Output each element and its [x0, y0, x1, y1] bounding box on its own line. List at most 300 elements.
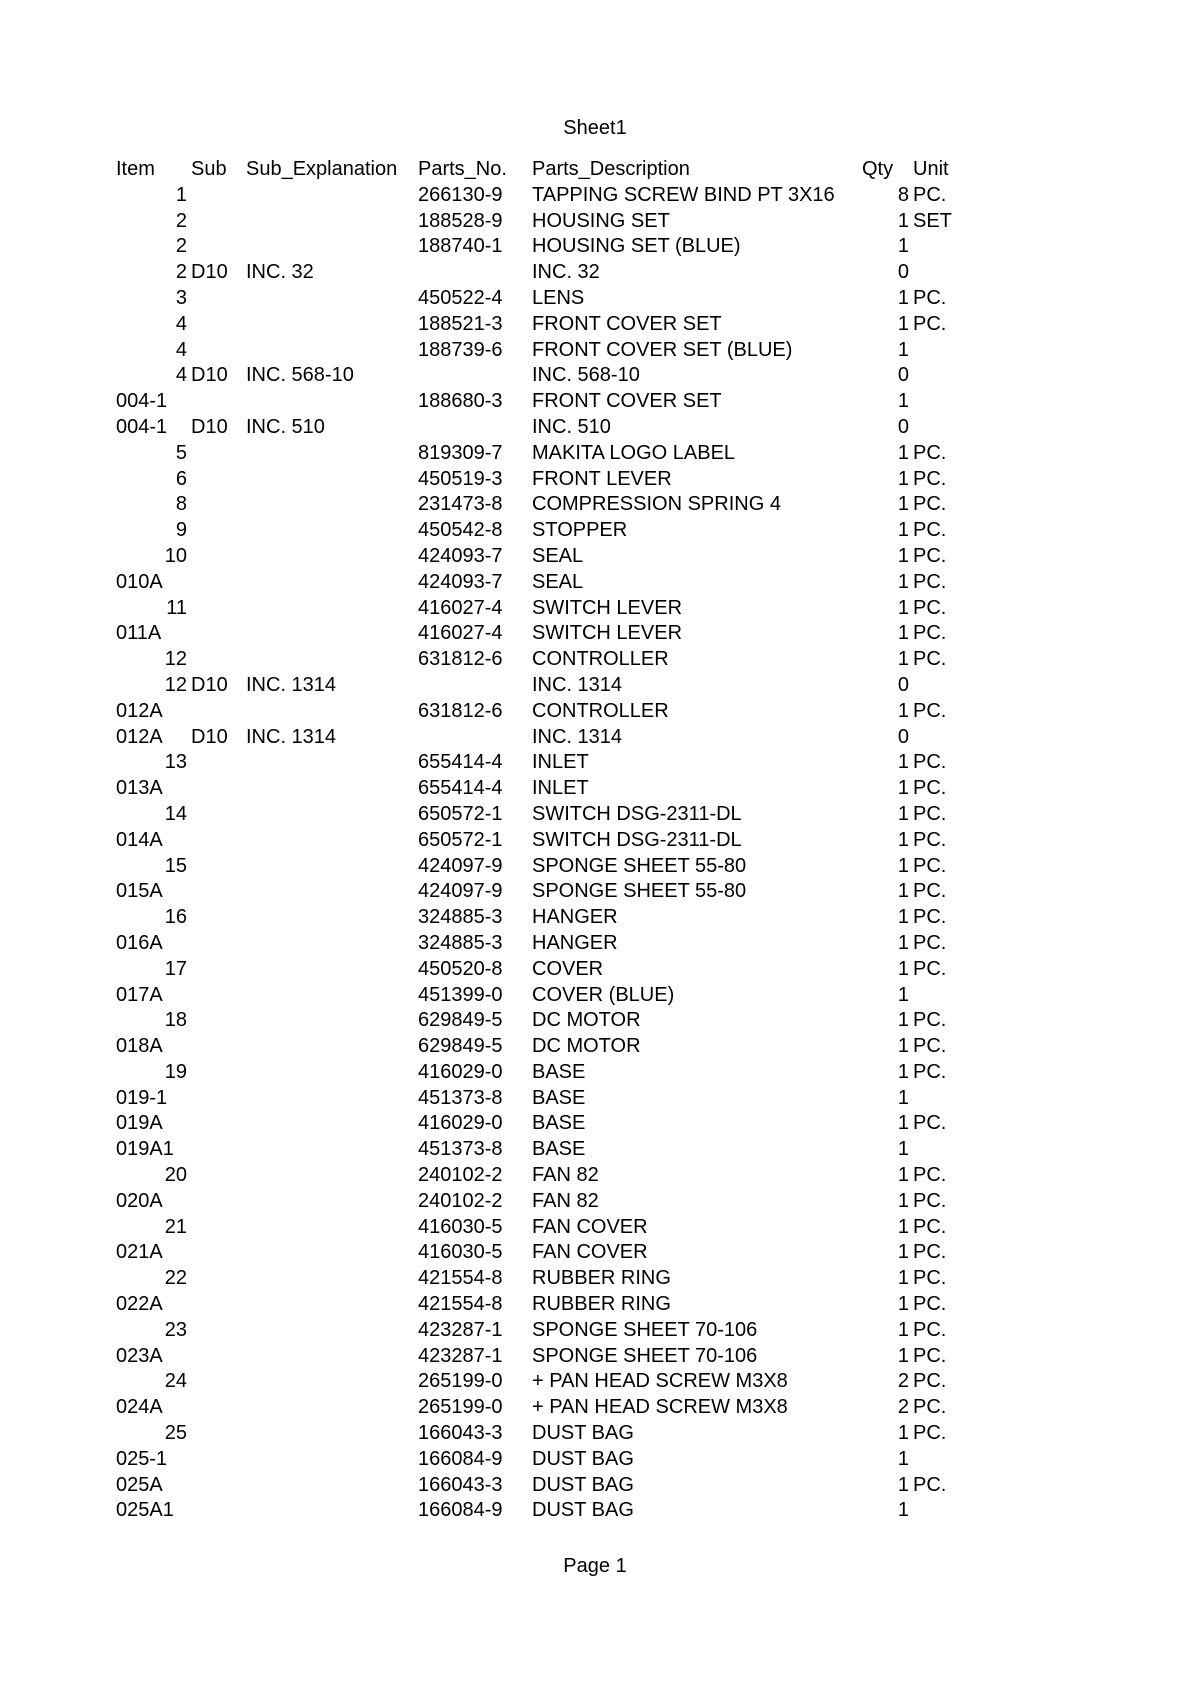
table-row: [0, 802, 1190, 828]
parts-description-cell: CONTROLLER: [532, 699, 669, 722]
qty-cell: 1: [897, 596, 909, 619]
table-row: [0, 673, 1190, 699]
parts-no-cell: 819309-7: [418, 441, 503, 464]
table-row: [0, 1008, 1190, 1034]
parts-no-cell: 631812-6: [418, 699, 503, 722]
unit-cell: PC.: [913, 1241, 947, 1264]
item-cell: 24: [164, 1370, 187, 1393]
qty-cell: 1: [897, 854, 909, 877]
item-cell: 025A1: [116, 1499, 174, 1522]
item-cell: 1: [175, 183, 187, 206]
parts-description-cell: DUST BAG: [532, 1447, 634, 1470]
qty-cell: 1: [897, 570, 909, 593]
table-row: [0, 854, 1190, 880]
unit-cell: PC.: [913, 441, 947, 464]
parts-no-cell: 416029-0: [418, 1060, 503, 1083]
parts-description-cell: HANGER: [532, 931, 618, 954]
parts-description-cell: FAN COVER: [532, 1241, 648, 1264]
unit-cell: PC.: [913, 957, 947, 980]
parts-description-cell: + PAN HEAD SCREW M3X8: [532, 1370, 788, 1393]
table-row: [0, 1498, 1190, 1524]
parts-no-cell: 629849-5: [418, 1009, 503, 1032]
qty-cell: 1: [897, 931, 909, 954]
parts-no-cell: 188528-9: [418, 209, 503, 232]
table-row: [0, 1369, 1190, 1395]
qty-cell: 1: [897, 519, 909, 542]
qty-cell: 1: [897, 828, 909, 851]
item-cell: 017A: [116, 983, 163, 1006]
unit-cell: PC.: [913, 622, 947, 645]
qty-cell: 1: [897, 622, 909, 645]
parts-no-cell: 265199-0: [418, 1396, 503, 1419]
qty-cell: 1: [897, 1164, 909, 1187]
item-cell: 9: [175, 519, 187, 542]
qty-cell: 1: [897, 209, 909, 232]
parts-no-cell: 631812-6: [418, 648, 503, 671]
unit-cell: PC.: [913, 1473, 947, 1496]
unit-cell: PC.: [913, 931, 947, 954]
qty-cell: 1: [897, 777, 909, 800]
qty-cell: 1: [897, 286, 909, 309]
unit-cell: PC.: [913, 1060, 947, 1083]
parts-description-cell: SPONGE SHEET 55-80: [532, 854, 747, 877]
table-row: [0, 544, 1190, 570]
table-row: [0, 286, 1190, 312]
parts-description-cell: HOUSING SET (BLUE): [532, 235, 741, 258]
qty-cell: 1: [897, 983, 909, 1006]
parts-no-cell: 188739-6: [418, 338, 503, 361]
table-row: [0, 363, 1190, 389]
table-row: [0, 647, 1190, 673]
parts-no-cell: 416027-4: [418, 596, 503, 619]
item-cell: 10: [164, 544, 187, 567]
parts-description-cell: DC MOTOR: [532, 1035, 641, 1058]
item-cell: 8: [175, 493, 187, 516]
table-row: [0, 234, 1190, 260]
qty-cell: 1: [897, 1060, 909, 1083]
parts-description-cell: SPONGE SHEET 70-106: [532, 1344, 758, 1367]
qty-cell: 1: [897, 957, 909, 980]
table-row: [0, 983, 1190, 1009]
item-cell: 023A: [116, 1344, 163, 1367]
parts-no-cell: 324885-3: [418, 906, 503, 929]
parts-no-cell: 416027-4: [418, 622, 503, 645]
unit-cell: PC.: [913, 648, 947, 671]
parts-no-cell: 421554-8: [418, 1267, 503, 1290]
column-header-sub: Sub: [191, 158, 227, 180]
item-cell: 004-1: [116, 415, 168, 438]
unit-cell: PC.: [913, 880, 947, 903]
item-cell: 018A: [116, 1035, 163, 1058]
unit-cell: PC.: [913, 1215, 947, 1238]
parts-description-cell: SPONGE SHEET 55-80: [532, 880, 747, 903]
parts-no-cell: 266130-9: [418, 183, 503, 206]
item-cell: 12: [164, 648, 187, 671]
qty-cell: 1: [897, 1447, 909, 1470]
column-header-qty: Qty: [862, 158, 894, 180]
parts-description-cell: FAN 82: [532, 1164, 599, 1187]
table-row: [0, 1163, 1190, 1189]
item-cell: 20: [164, 1164, 187, 1187]
parts-no-cell: 166043-3: [418, 1473, 503, 1496]
column-header-sub-explanation: Sub_Explanation: [246, 158, 398, 180]
qty-cell: 1: [897, 1318, 909, 1341]
unit-cell: PC.: [913, 1035, 947, 1058]
table-row: [0, 596, 1190, 622]
qty-cell: 1: [897, 1138, 909, 1161]
qty-cell: 2: [897, 1370, 909, 1393]
qty-cell: 1: [897, 648, 909, 671]
parts-description-cell: LENS: [532, 286, 585, 309]
table-row: [0, 776, 1190, 802]
parts-no-cell: 423287-1: [418, 1318, 503, 1341]
parts-description-cell: SWITCH DSG-2311-DL: [532, 802, 742, 825]
item-cell: 13: [164, 751, 187, 774]
parts-no-cell: 231473-8: [418, 493, 503, 516]
qty-cell: 1: [897, 1112, 909, 1135]
sub-explanation-cell: INC. 1314: [246, 725, 337, 748]
parts-description-cell: BASE: [532, 1138, 586, 1161]
qty-cell: 1: [897, 802, 909, 825]
qty-cell: 1: [897, 1189, 909, 1212]
unit-cell: SET: [913, 209, 952, 232]
item-cell: 021A: [116, 1241, 163, 1264]
parts-description-cell: FRONT COVER SET: [532, 312, 722, 335]
table-row: [0, 389, 1190, 415]
table-row: [0, 441, 1190, 467]
qty-cell: 8: [897, 183, 909, 206]
table-row: [0, 415, 1190, 441]
table-row: [0, 312, 1190, 338]
table-row: [0, 699, 1190, 725]
item-cell: 21: [164, 1215, 187, 1238]
table-row: [0, 957, 1190, 983]
qty-cell: 1: [897, 906, 909, 929]
item-cell: 025-1: [116, 1447, 168, 1470]
qty-cell: 0: [897, 673, 909, 696]
column-header-unit: Unit: [913, 158, 949, 180]
parts-description-cell: HANGER: [532, 906, 618, 929]
parts-description-cell: INC. 568-10: [532, 364, 640, 387]
unit-cell: PC.: [913, 1344, 947, 1367]
item-cell: 011A: [116, 622, 162, 645]
table-row: [0, 467, 1190, 493]
table-row: [0, 1137, 1190, 1163]
table-row: [0, 905, 1190, 931]
unit-cell: PC.: [913, 183, 947, 206]
item-cell: 019-1: [116, 1086, 168, 1109]
unit-cell: PC.: [913, 1267, 947, 1290]
parts-description-cell: FRONT COVER SET (BLUE): [532, 338, 793, 361]
table-row: [0, 1421, 1190, 1447]
parts-no-cell: 265199-0: [418, 1370, 503, 1393]
item-cell: 012A: [116, 725, 163, 748]
parts-description-cell: FRONT LEVER: [532, 467, 672, 490]
qty-cell: 1: [897, 1422, 909, 1445]
column-header-parts-description: Parts_Description: [532, 158, 690, 180]
parts-description-cell: BASE: [532, 1060, 586, 1083]
parts-description-cell: COMPRESSION SPRING 4: [532, 493, 781, 516]
parts-no-cell: 450522-4: [418, 286, 503, 309]
qty-cell: 2: [897, 1396, 909, 1419]
table-row: [0, 1395, 1190, 1421]
item-cell: 18: [164, 1009, 187, 1032]
qty-cell: 0: [897, 725, 909, 748]
parts-no-cell: 451399-0: [418, 983, 503, 1006]
unit-cell: PC.: [913, 493, 947, 516]
parts-description-cell: RUBBER RING: [532, 1293, 671, 1316]
parts-description-cell: DC MOTOR: [532, 1009, 641, 1032]
sub-cell: D10: [191, 673, 228, 696]
parts-description-cell: COVER: [532, 957, 604, 980]
item-cell: 17: [164, 957, 187, 980]
qty-cell: 1: [897, 699, 909, 722]
parts-description-cell: STOPPER: [532, 519, 628, 542]
table-row: [0, 725, 1190, 751]
table-row: [0, 931, 1190, 957]
item-cell: 12: [164, 673, 187, 696]
unit-cell: PC.: [913, 596, 947, 619]
parts-no-cell: 424093-7: [418, 570, 503, 593]
table-row: [0, 1292, 1190, 1318]
qty-cell: 1: [897, 1035, 909, 1058]
parts-description-cell: INC. 1314: [532, 673, 623, 696]
item-cell: 010A: [116, 570, 163, 593]
item-cell: 16: [164, 906, 187, 929]
parts-description-cell: SPONGE SHEET 70-106: [532, 1318, 758, 1341]
item-cell: 019A: [116, 1112, 163, 1135]
unit-cell: PC.: [913, 312, 947, 335]
parts-description-cell: MAKITA LOGO LABEL: [532, 441, 736, 464]
item-cell: 024A: [116, 1396, 163, 1419]
parts-description-cell: INLET: [532, 777, 589, 800]
table-row: [0, 1240, 1190, 1266]
table-row: [0, 1189, 1190, 1215]
unit-cell: PC.: [913, 1009, 947, 1032]
item-cell: 5: [175, 441, 187, 464]
unit-cell: PC.: [913, 1112, 947, 1135]
unit-cell: PC.: [913, 1318, 947, 1341]
item-cell: 020A: [116, 1189, 163, 1212]
parts-no-cell: 188680-3: [418, 390, 503, 413]
table-row: [0, 621, 1190, 647]
parts-no-cell: 450519-3: [418, 467, 503, 490]
parts-no-cell: 421554-8: [418, 1293, 503, 1316]
qty-cell: 1: [897, 1293, 909, 1316]
item-cell: 014A: [116, 828, 163, 851]
item-cell: 3: [175, 286, 187, 309]
item-cell: 19: [164, 1060, 187, 1083]
qty-cell: 0: [897, 415, 909, 438]
parts-description-cell: DUST BAG: [532, 1499, 634, 1522]
unit-cell: PC.: [913, 570, 947, 593]
sub-explanation-cell: INC. 510: [246, 415, 325, 438]
parts-no-cell: 166084-9: [418, 1499, 503, 1522]
parts-no-cell: 423287-1: [418, 1344, 503, 1367]
table-body: [0, 183, 1190, 1524]
qty-cell: 1: [897, 544, 909, 567]
item-cell: 2: [175, 261, 187, 284]
parts-no-cell: 650572-1: [418, 828, 503, 851]
parts-no-cell: 450520-8: [418, 957, 503, 980]
parts-description-cell: COVER (BLUE): [532, 983, 675, 1006]
unit-cell: PC.: [913, 777, 947, 800]
unit-cell: PC.: [913, 751, 947, 774]
unit-cell: PC.: [913, 467, 947, 490]
parts-description-cell: FAN COVER: [532, 1215, 648, 1238]
parts-no-cell: 240102-2: [418, 1164, 503, 1187]
parts-no-cell: 424097-9: [418, 854, 503, 877]
parts-description-cell: SEAL: [532, 570, 584, 593]
parts-description-cell: + PAN HEAD SCREW M3X8: [532, 1396, 788, 1419]
parts-description-cell: CONTROLLER: [532, 648, 669, 671]
parts-description-cell: SWITCH LEVER: [532, 622, 683, 645]
item-cell: 019A1: [116, 1138, 174, 1161]
unit-cell: PC.: [913, 1396, 947, 1419]
unit-cell: PC.: [913, 1370, 947, 1393]
qty-cell: 1: [897, 235, 909, 258]
item-cell: 022A: [116, 1293, 163, 1316]
parts-description-cell: DUST BAG: [532, 1422, 634, 1445]
qty-cell: 1: [897, 1241, 909, 1264]
sub-cell: D10: [191, 261, 228, 284]
table-row: [0, 209, 1190, 235]
column-header-parts-no: Parts_No.: [418, 158, 507, 180]
unit-cell: PC.: [913, 1293, 947, 1316]
parts-description-cell: TAPPING SCREW BIND PT 3X16: [532, 183, 835, 206]
item-cell: 23: [164, 1318, 187, 1341]
qty-cell: 1: [897, 1086, 909, 1109]
item-cell: 22: [164, 1267, 187, 1290]
table-row: [0, 570, 1190, 596]
item-cell: 15: [164, 854, 187, 877]
qty-cell: 1: [897, 1499, 909, 1522]
parts-description-cell: FRONT COVER SET: [532, 390, 722, 413]
parts-no-cell: 451373-8: [418, 1138, 503, 1161]
parts-no-cell: 166084-9: [418, 1447, 503, 1470]
parts-description-cell: DUST BAG: [532, 1473, 634, 1496]
item-cell: 2: [175, 235, 187, 258]
parts-no-cell: 416030-5: [418, 1241, 503, 1264]
parts-description-cell: INC. 32: [532, 261, 600, 284]
item-cell: 4: [175, 364, 187, 387]
sub-cell: D10: [191, 415, 228, 438]
table-row: [0, 1086, 1190, 1112]
parts-description-cell: BASE: [532, 1112, 586, 1135]
parts-description-cell: BASE: [532, 1086, 586, 1109]
qty-cell: 1: [897, 880, 909, 903]
parts-description-cell: INC. 510: [532, 415, 611, 438]
item-cell: 14: [164, 802, 187, 825]
sub-cell: D10: [191, 725, 228, 748]
parts-description-cell: RUBBER RING: [532, 1267, 671, 1290]
unit-cell: PC.: [913, 699, 947, 722]
parts-description-cell: SWITCH LEVER: [532, 596, 683, 619]
qty-cell: 1: [897, 312, 909, 335]
unit-cell: PC.: [913, 1164, 947, 1187]
page-footer: Page 1: [563, 1555, 627, 1577]
sub-explanation-cell: INC. 568-10: [246, 364, 354, 387]
qty-cell: 1: [897, 493, 909, 516]
qty-cell: 1: [897, 1215, 909, 1238]
qty-cell: 0: [897, 364, 909, 387]
table-row: [0, 1060, 1190, 1086]
item-cell: 013A: [116, 777, 163, 800]
table-row: [0, 260, 1190, 286]
table-row: [0, 183, 1190, 209]
item-cell: 6: [175, 467, 187, 490]
table-row: [0, 1344, 1190, 1370]
table-row: [0, 1447, 1190, 1473]
column-header-item: Item: [116, 158, 155, 180]
qty-cell: 0: [897, 261, 909, 284]
parts-no-cell: 629849-5: [418, 1035, 503, 1058]
table-row: [0, 828, 1190, 854]
table-row: [0, 879, 1190, 905]
parts-no-cell: 416029-0: [418, 1112, 503, 1135]
table-header-row: [0, 157, 1190, 183]
unit-cell: PC.: [913, 519, 947, 542]
item-cell: 2: [175, 209, 187, 232]
parts-no-cell: 188521-3: [418, 312, 503, 335]
parts-no-cell: 166043-3: [418, 1422, 503, 1445]
qty-cell: 1: [897, 1473, 909, 1496]
table-row: [0, 492, 1190, 518]
parts-no-cell: 424097-9: [418, 880, 503, 903]
table-row: [0, 1034, 1190, 1060]
sheet-title: Sheet1: [563, 117, 627, 139]
item-cell: 4: [175, 312, 187, 335]
unit-cell: PC.: [913, 828, 947, 851]
parts-no-cell: 416030-5: [418, 1215, 503, 1238]
qty-cell: 1: [897, 467, 909, 490]
parts-table: [0, 157, 1190, 1524]
unit-cell: PC.: [913, 544, 947, 567]
item-cell: 25: [164, 1422, 187, 1445]
table-row: [0, 338, 1190, 364]
unit-cell: PC.: [913, 906, 947, 929]
item-cell: 012A: [116, 699, 163, 722]
qty-cell: 1: [897, 338, 909, 361]
table-row: [0, 1215, 1190, 1241]
qty-cell: 1: [897, 441, 909, 464]
parts-description-cell: HOUSING SET: [532, 209, 670, 232]
item-cell: 015A: [116, 880, 163, 903]
parts-no-cell: 650572-1: [418, 802, 503, 825]
item-cell: 025A: [116, 1473, 163, 1496]
unit-cell: PC.: [913, 802, 947, 825]
table-row: [0, 1473, 1190, 1499]
table-row: [0, 518, 1190, 544]
table-row: [0, 1318, 1190, 1344]
qty-cell: 1: [897, 751, 909, 774]
parts-description-cell: FAN 82: [532, 1189, 599, 1212]
unit-cell: PC.: [913, 854, 947, 877]
parts-no-cell: 188740-1: [418, 235, 503, 258]
sub-cell: D10: [191, 364, 228, 387]
parts-no-cell: 240102-2: [418, 1189, 503, 1212]
item-cell: 11: [166, 596, 187, 619]
qty-cell: 1: [897, 1344, 909, 1367]
unit-cell: PC.: [913, 1422, 947, 1445]
qty-cell: 1: [897, 1267, 909, 1290]
item-cell: 4: [175, 338, 187, 361]
unit-cell: PC.: [913, 286, 947, 309]
table-row: [0, 750, 1190, 776]
parts-description-cell: INLET: [532, 751, 589, 774]
item-cell: 004-1: [116, 390, 168, 413]
table-row: [0, 1266, 1190, 1292]
